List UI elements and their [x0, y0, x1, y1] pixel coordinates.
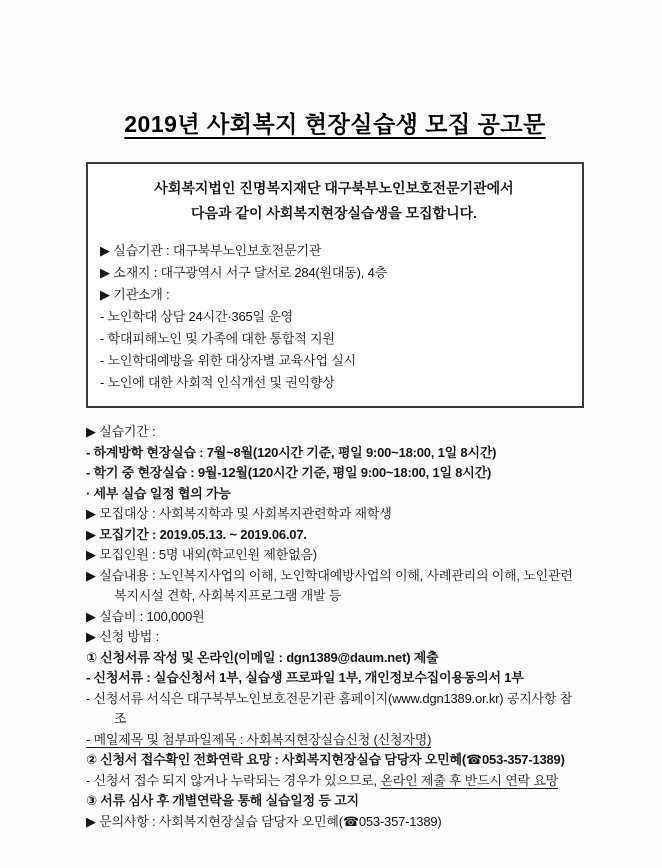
line-apply-method-label: ▶ 신청 방법 :	[86, 629, 159, 644]
line-practice-content: ▶ 실습내용 : 노인복지사업의 이해, 노인학대예방사업의 이해, 사례관리의 이해, 노인관련	[86, 567, 573, 583]
intro-heading-line1: 사회복지법인 진명복지재단 대구북부노인보호전문기관에서	[154, 180, 514, 196]
step2-note-underlined-text: 온라인 제출 후 반드시 연락 요망	[380, 772, 559, 788]
line-step1-form-download: - 신청서류 서식은 대구북부노인보호전문기관 홈페이지(www.dgn1389.or.kr) 공지사항 참조	[86, 690, 573, 726]
line-step2-note	[86, 771, 584, 792]
box-item-institution: ▶ 실습기관 : 대구북부노인보호전문기관	[100, 243, 322, 258]
box-item-introduction-label: ▶ 기관소개 :	[100, 287, 170, 302]
line-summer-practice: - 하계방학 현장실습 : 7월~8월(120시간 기준, 평일 9:00~18:00, 1일 8시간)	[86, 444, 497, 460]
page-title: 2019년 사회복지 현장실습생 모집 공고문	[124, 111, 546, 137]
line-step3-schedule-notify: ③ 서류 심사 후 개별연락을 통해 실습일정 등 고지	[86, 793, 359, 808]
box-item-support-service: - 학대피해노인 및 가족에 대한 통합적 지원	[100, 331, 335, 346]
line-semester-practice: - 학기 중 현장실습 : 9월-12월(120시간 기준, 평일 9:00~18:00, 1일 8시간)	[86, 465, 492, 480]
line-step1-required-docs: - 신청서류 : 실습신청서 1부, 실습생 프로파일 1부, 개인정보수집이용동의서 1부	[86, 670, 524, 685]
box-item-address: ▶ 소재지 : 대구광역시 서구 달서로 284(원대동), 4층	[100, 265, 387, 280]
line-step1-mail-title: - 메일제목 및 첨부파일제목 : 사회복지현장실습신청 (신청자명)	[86, 731, 432, 747]
line-recruit-target: ▶ 모집대상 : 사회복지학과 및 사회복지관련학과 재학생	[86, 506, 392, 521]
notice-body	[86, 422, 584, 832]
line-recruit-count: ▶ 모집인원 : 5명 내외(학교인원 제한없음)	[86, 547, 317, 562]
line-practice-period-label: ▶ 실습기간 :	[86, 424, 156, 439]
box-item-counsel-service: - 노인학대 상담 24시간·365일 운영	[100, 309, 293, 324]
box-item-education-service: - 노인학대예방을 위한 대상자별 교육사업 실시	[100, 353, 356, 368]
intro-heading-line2: 다음과 같이 사회복지현장실습생을 모집합니다.	[190, 205, 478, 221]
line-schedule-note: · 세부 실습 일정 협의 가능	[86, 485, 231, 501]
intro-box	[86, 162, 584, 408]
line-practice-fee: ▶ 실습비 : 100,000원	[86, 608, 205, 624]
box-item-awareness-service: - 노인에 대한 사회적 인식개선 및 권익향상	[100, 375, 335, 390]
line-practice-content-continued: 복지시설 견학, 사회복지프로그램 개발 등	[114, 588, 342, 603]
line-recruit-period: ▶ 모집기간 : 2019.05.13. ~ 2019.06.07.	[86, 526, 307, 542]
line-contact: ▶ 문의사항 : 사회복지현장실습 담당자 오민혜(☎053-357-1389)	[86, 813, 442, 829]
step2-note-plain-text: - 신청서 접수 되지 않거나 누락되는 경우가 있으므로,	[86, 772, 381, 788]
line-step1-online-submit: ① 신청서류 작성 및 온라인(이메일 : dgn1389@daum.net) 제출	[86, 649, 439, 665]
line-step2-phone-confirm: ② 신청서 접수확인 전화연락 요망 : 사회복지현장실습 담당자 오민혜(☎053-357-1389)	[86, 752, 565, 767]
